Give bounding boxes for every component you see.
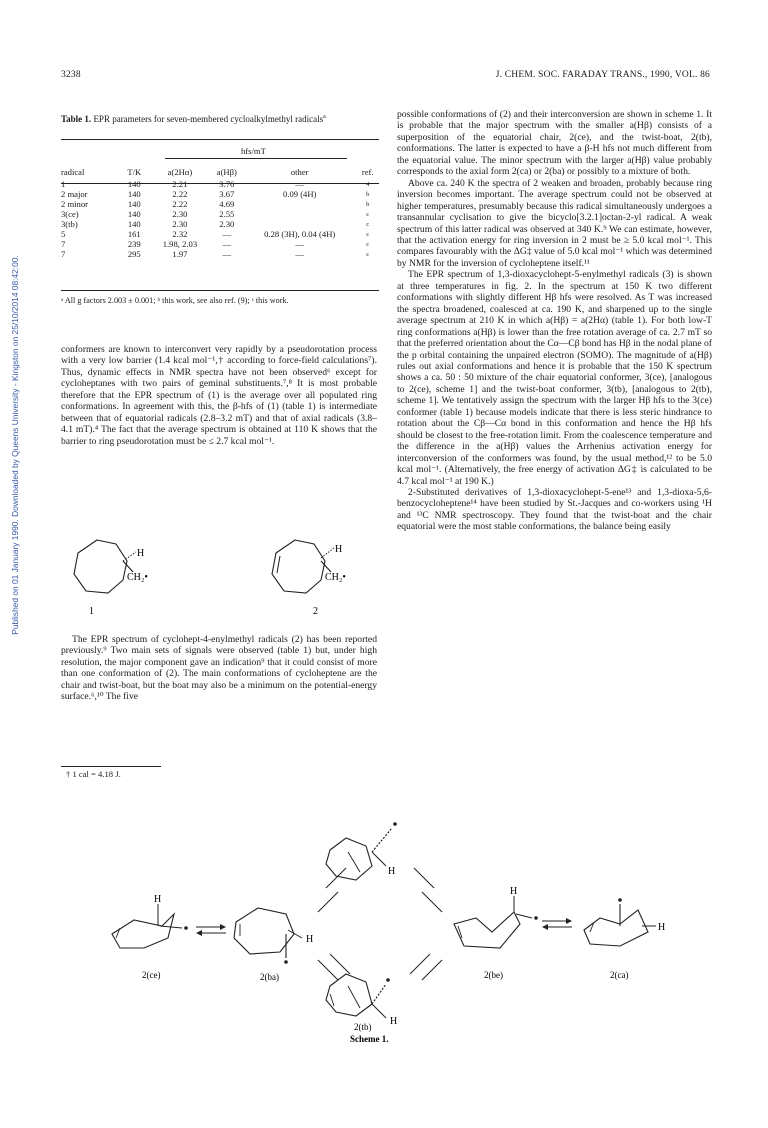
table-row bbox=[59, 249, 381, 259]
table-cell: 0.09 (4H) bbox=[283, 189, 317, 199]
table-cell bbox=[245, 219, 354, 229]
table-cell bbox=[245, 209, 354, 219]
col-other: other bbox=[290, 167, 309, 177]
table-cell: c bbox=[366, 250, 370, 258]
download-note bbox=[8, 210, 22, 680]
left-column-text-2 bbox=[61, 634, 377, 703]
table-cell: 2.30 bbox=[219, 219, 235, 229]
h-label-ba: H bbox=[306, 934, 314, 945]
table-cell: 295 bbox=[127, 249, 141, 259]
col-alpha: a(2Hα) bbox=[167, 167, 193, 177]
epr-table bbox=[59, 165, 381, 259]
structure-1-label: 1 bbox=[89, 606, 94, 617]
left-column-text bbox=[61, 344, 377, 447]
table-cell: 4.69 bbox=[219, 199, 235, 209]
table-group-header: hfs/mT bbox=[241, 146, 266, 156]
table-row bbox=[59, 229, 381, 239]
footnote-rule bbox=[61, 766, 161, 767]
h-label-tb-bottom: H bbox=[390, 1016, 398, 1027]
table-cell bbox=[245, 199, 354, 209]
table-cell: b bbox=[366, 200, 370, 208]
h-label-ce: H bbox=[154, 894, 162, 905]
table-cell: 2 major bbox=[61, 189, 88, 199]
table-cell: 0.28 (3H), 0.04 (4H) bbox=[264, 229, 336, 239]
table-caption bbox=[61, 112, 379, 125]
h-wedge-1 bbox=[123, 552, 136, 561]
table-bottom-rule bbox=[61, 290, 379, 291]
table-cell: 7 bbox=[61, 239, 66, 249]
table-cell: 140 bbox=[127, 189, 141, 199]
structures-figure bbox=[61, 528, 379, 620]
scheme-title: Scheme 1. bbox=[350, 1034, 389, 1044]
table-cell: 2.55 bbox=[219, 209, 235, 219]
table-cell: 3.76 bbox=[219, 179, 235, 189]
table-footnote: ᵃ All g factors 2.003 ± 0.001; ᵇ this work, see also ref. (9); ᶜ this work. bbox=[61, 296, 289, 305]
running-title: J. CHEM. SOC. FARADAY TRANS., 1990, VOL. 86 bbox=[495, 70, 710, 80]
ch2-label-1: CH₂• bbox=[127, 572, 148, 583]
right-column-text bbox=[397, 109, 712, 533]
table-cell: 1.98, 2.03 bbox=[162, 239, 198, 249]
table-row bbox=[59, 189, 381, 199]
col-radical: radical bbox=[61, 167, 85, 177]
conformer-2ce bbox=[112, 894, 188, 948]
col-temp: T/K bbox=[127, 167, 142, 177]
eq-arrows-2 bbox=[542, 918, 572, 930]
table-cell: 239 bbox=[127, 239, 141, 249]
label-2ce: 2(ce) bbox=[142, 970, 161, 980]
table-cell: 2.30 bbox=[172, 219, 188, 229]
right-paragraph-4: 2-Substituted derivatives of 1,3-dioxacyclohept-5-ene¹³ and 1,3-dioxa-5,6-benzocycloheptene¹⁴ have been studied by St.-Jacques and co-workers using ¹H and ¹³C NMR spectroscopy. They found that the twist-boat and the chair equatorial were the most stable conformations, the balance being easily bbox=[397, 486, 712, 533]
diag-arrows bbox=[318, 868, 442, 980]
left-footnote: † 1 cal = 4.18 J. bbox=[66, 769, 121, 779]
table-cell: — bbox=[222, 249, 232, 259]
table-cell: 3(tb) bbox=[61, 219, 78, 229]
col-ref: ref. bbox=[361, 167, 374, 177]
table-header-rule bbox=[61, 183, 379, 184]
table-cell: — bbox=[222, 239, 232, 249]
label-2tb: 2(tb) bbox=[354, 1022, 372, 1032]
h-wedge-2 bbox=[321, 548, 334, 558]
table-cell: c bbox=[366, 210, 370, 218]
left-paragraph-1: conformers are known to interconvert very rapidly by a pseudorotation process with a very low barrier (1.4 kcal mol⁻¹,† according to force-field calculations⁷). Thus, dynamic effects in NMR spectra have not been observed⁶ except for cycloheptanes with two pairs of geminal substituents.⁷,⁸ It is most probable therefore that the EPR spectrum of (1) is the average over all populated ring conformations. In agreement with this, the β-hfs of (1) (table 1) is intermediate between that of equatorial radicals (2.8–3.2 mT) and that of axial radicals (3.8–4.1 mT).⁴ The fact that the average spectrum is obtained at 110 K shows that the barrier to ring pseudorotation must be ≤ 2.7 kcal mol⁻¹. bbox=[61, 344, 377, 447]
table-cell: c bbox=[366, 240, 370, 248]
h-label-1: H bbox=[137, 548, 145, 559]
h-label-ca: H bbox=[658, 922, 666, 933]
table-cell: 2.22 bbox=[172, 199, 188, 209]
table-cell: 2.22 bbox=[172, 189, 188, 199]
h-label-2: H bbox=[335, 544, 343, 555]
table-row bbox=[59, 209, 381, 219]
conformer-2tb-top bbox=[326, 822, 397, 880]
table-cell: 140 bbox=[127, 179, 141, 189]
table-cell: 2.30 bbox=[172, 209, 188, 219]
label-2ba: 2(ba) bbox=[260, 972, 279, 982]
ch2-label-2: CH₂• bbox=[325, 572, 346, 583]
table-cell: 1 bbox=[61, 179, 66, 189]
table-cell: 3.67 bbox=[219, 189, 235, 199]
table-group-rule bbox=[165, 158, 347, 159]
table-cell: 1.97 bbox=[172, 249, 188, 259]
label-2ca: 2(ca) bbox=[610, 970, 629, 980]
table-cell: — bbox=[295, 179, 304, 189]
h-label-tb-top: H bbox=[388, 866, 396, 877]
conformer-2be bbox=[454, 886, 538, 948]
cycloheptene-ring bbox=[272, 540, 325, 593]
table-cell: c bbox=[366, 220, 370, 228]
double-bond-line bbox=[277, 556, 280, 573]
table-header-row bbox=[59, 165, 381, 179]
download-note-text: Published on 01 January 1990. Downloaded by Queens University - Kingston on 25/10/2014 08:42:00. bbox=[10, 255, 20, 635]
conformer-2tb-bottom bbox=[326, 974, 397, 1027]
table-cell: 4 bbox=[366, 180, 370, 188]
table-row bbox=[59, 199, 381, 209]
col-beta: a(Hβ) bbox=[216, 167, 237, 177]
h-label-be: H bbox=[510, 886, 518, 897]
table-cell: 2.21 bbox=[172, 179, 188, 189]
conformer-2ca bbox=[584, 898, 665, 946]
table-row bbox=[59, 239, 381, 249]
table-cell: 2 minor bbox=[61, 199, 88, 209]
cycloheptane-ring bbox=[74, 540, 127, 593]
right-paragraph-2: Above ca. 240 K the spectra of 2 weaken and broaden, probably because ring inversion becomes important. The average spectrum could not be observed at higher temperatures, presumably because this radical simultaneously undergoes a transannular cyclisation to give the bicyclo[3.2.1]octan-2-yl radical. A weak spectrum of this latter radical was observed at 340 K.⁹ We can estimate, however, that the activation energy for ring inversion in 2 must be ≥ 5.0 kcal mol⁻¹. This compares favourably with the ΔG‡ value of 5.0 kcal mol⁻¹ which was determined by NMR for the inversion of cycloheptene itself.¹¹ bbox=[397, 177, 712, 269]
right-paragraph-3: The EPR spectrum of 1,3-dioxacyclohept-5-enylmethyl radicals (3) is shown at three temperatures in fig. 2. In the spectrum at 150 K two different conformations with slightly different Hβ hfs were resolved. As T was increased the spectra broadened, coalesced at ca. 190 K, and sharpened up to the single average spectrum at 210 K in which a(Hβ) = a(2Hα) (table 1). For both low-T ring conformations a(Hβ) is lower than the free rotation average of ca. 2.7 mT so that the preferred orientation about the Cα—Cβ bond has Hβ in the nodal plane of the p orbital containing the unpaired electron (SOMO). The magnitude of a(Hβ) rules out axial conformations and hence it is probable that the 150 K spectrum shows a ca. 50 : 50 mixture of the chair equatorial conformer, 3(ce), [analogous to 2(ce), scheme 1] and the twist-boat conformer, 3(tb), [analogous to 2(tb), scheme 1]. We tentatively assign the spectrum with the larger Hβ hfs to the 3(ce) conformer (table 1) because models indicate that there is less steric hindrance to rotation about the Cβ—Cα bond in this conformation and hence the Hβ hfs should be closest to the free-rotation limit. From the coalescence temperature and the difference in the a(Hβ) values the Arrhenius activation energy for interconversion of the conformers was found, by the usual method,¹² to be 5.0 kcal mol⁻¹. (Alternatively, the free energy of activation ΔG‡ is calculated to be 4.7 kcal mol⁻¹ at 190 K.) bbox=[397, 269, 712, 487]
table-row bbox=[59, 219, 381, 229]
table-cell: c bbox=[366, 230, 370, 238]
table-cell: — bbox=[295, 249, 304, 259]
left-paragraph-2: The EPR spectrum of cyclohept-4-enylmethyl radicals (2) has been reported previously.⁹ Two main sets of signals were observed (table 1) but, under high resolution, the major component gave an indication⁹ that it could consist of more than one conformation of (2). The main conformations of cycloheptene are the chair and twist-boat, but the boat may also be a minimum on the potential-energy surface.⁶,¹⁰ The five bbox=[61, 634, 377, 703]
table-cell: 161 bbox=[127, 229, 141, 239]
conformer-2ba bbox=[234, 908, 313, 964]
eq-arrows-1 bbox=[196, 924, 226, 936]
table-cell: 140 bbox=[127, 209, 141, 219]
scheme-1 bbox=[90, 808, 680, 1048]
table-cell: 140 bbox=[127, 199, 141, 209]
table-caption-mark: a bbox=[323, 114, 326, 120]
table-cell: 3(ce) bbox=[61, 209, 79, 219]
table-cell: 140 bbox=[127, 219, 141, 229]
table-row bbox=[59, 179, 381, 189]
table-caption-label: Table 1. bbox=[61, 114, 92, 124]
page-number: 3238 bbox=[61, 70, 81, 80]
label-2be: 2(be) bbox=[484, 970, 503, 980]
table-cell: b bbox=[366, 190, 370, 198]
table-cell: 5 bbox=[61, 229, 66, 239]
table-cell: 7 bbox=[61, 249, 66, 259]
table-cell: — bbox=[222, 229, 232, 239]
right-paragraph-1: possible conformations of (2) and their interconversion are shown in scheme 1. It is probable that the major spectrum with the smaller a(Hβ) consists of a superposition of the equatorial chair, 2(ce), and the twist-boat, 2(tb), conformations. The latter is expected to have a β-H hfs not much different from the equatorial value. The minor spectrum with the larger a(Hβ) value probably corresponds to the axial form 2(ca) or 2(ba) or possibly to a mixture of both. bbox=[397, 109, 712, 178]
table-caption-text: EPR parameters for seven-membered cycloalkylmethyl radicals bbox=[91, 114, 324, 124]
table-cell: 2.32 bbox=[172, 229, 188, 239]
table-top-rule bbox=[61, 139, 379, 140]
structure-2-label: 2 bbox=[313, 606, 318, 617]
table-cell: — bbox=[295, 239, 304, 249]
